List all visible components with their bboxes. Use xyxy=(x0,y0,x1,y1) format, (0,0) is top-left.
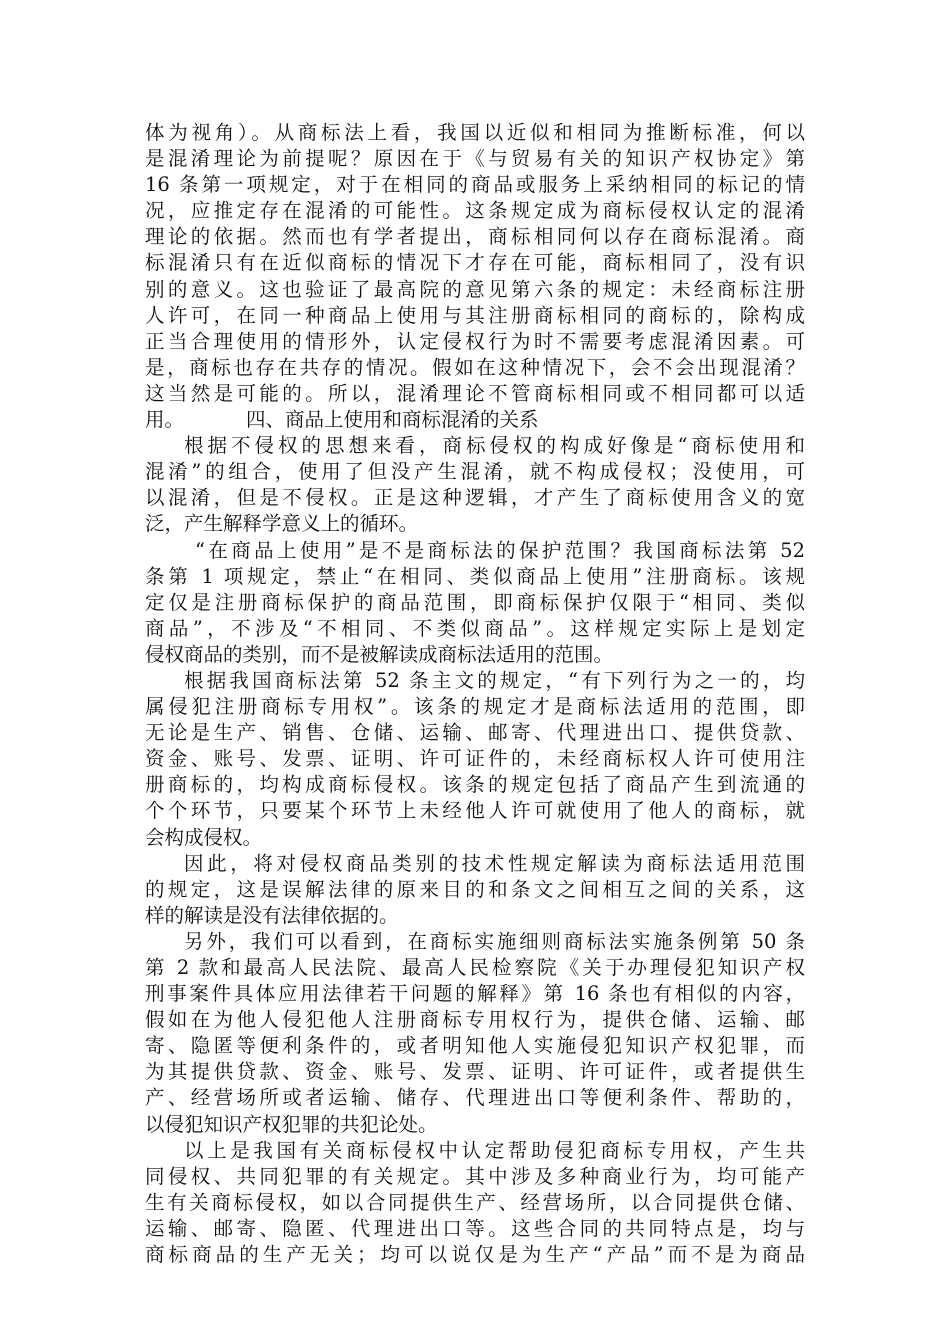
text-line: 因此，将对侵权商品类别的技术性规定解读为商标法适用范围 xyxy=(184,851,805,875)
text-line: 第 2 款和最高人民法院、最高人民检察院《关于办理侵犯知识产权 xyxy=(145,956,805,979)
text-line: 标混淆只有在近似商标的情况下才存在可能，商标相同了，没有识 xyxy=(145,251,805,275)
text-line: 人许可，在同一种商品上使用与其注册商标相同的商标的，除构成 xyxy=(145,303,805,327)
text-line: 同侵权、共同犯罪的有关规定。其中涉及多种商业行为，均可能产 xyxy=(145,1164,805,1188)
text-line: 寄、隐匿等便利条件的，或者明知他人实施侵犯知识产权犯罪，而 xyxy=(145,1034,805,1058)
text-line: 定仅是注册商标保护的商品范围，即商标保护仅限于“相同、类似 xyxy=(145,590,805,614)
text-line: 为其提供贷款、资金、账号、发票、证明、许可证件，或者提供生 xyxy=(145,1060,805,1084)
paragraph-p5 xyxy=(145,851,805,929)
text-line: 运输、邮寄、隐匿、代理进出口等。这些合同的共同特点是，均与 xyxy=(145,1216,805,1240)
paragraph-p2 xyxy=(145,433,805,537)
text-line: 假如在为他人侵犯他人注册商标专用权行为，提供仓储、运输、邮 xyxy=(145,1008,805,1032)
text-line: 产、经营场所或者运输、储存、代理进出口等便利条件、帮助的， xyxy=(145,1086,805,1110)
text-line: 理论的依据。然而也有学者提出，商标相同何以存在商标混淆。商 xyxy=(145,225,805,249)
section-heading-line: 用。 四、商品上使用和商标混淆的关系 xyxy=(145,408,539,432)
paragraph-p7 xyxy=(145,1138,805,1268)
text-line: 另外，我们可以看到，在商标实施细则商标法实施条例第 50 条 xyxy=(184,929,805,953)
paragraph-p1 xyxy=(145,120,805,433)
text-line: 生有关商标侵权，如以合同提供生产、经营场所，以合同提供仓储、 xyxy=(145,1190,805,1214)
text-line: 商品”，不涉及“不相同、不类似商品”。这样规定实际上是划定 xyxy=(145,616,805,640)
text-line: 的规定，这是误解法律的原来目的和条文之间相互之间的关系，这 xyxy=(145,877,805,901)
text-line: 根据我国商标法第 52 条主文的规定，“有下列行为之一的，均 xyxy=(184,668,805,692)
text-line: 以侵犯知识产权犯罪的共犯论处。 xyxy=(145,1112,438,1136)
paragraph-p6 xyxy=(145,929,805,1138)
text-line: 侵权商品的类别，而不是被解读成商标法适用的范围。 xyxy=(145,642,614,666)
text-line: “在商品上使用”是不是商标法的保护范围？我国商标法第 52 xyxy=(195,538,805,562)
document-page xyxy=(145,120,805,1268)
text-line: 条第 1 项规定，禁止“在相同、类似商品上使用”注册商标。该规 xyxy=(145,564,805,588)
text-line: 无论是生产、销售、仓储、运输、邮寄、代理进出口、提供贷款、 xyxy=(145,721,805,745)
text-line: 16 条第一项规定，对于在相同的商品或服务上采纳相同的标记的情 xyxy=(145,173,805,197)
text-line: 刑事案件具体应用法律若干问题的解释》第 16 条也有相似的内容， xyxy=(145,982,805,1006)
text-line: 是，商标也存在共存的情况。假如在这种情况下，会不会出现混淆？ xyxy=(145,355,805,379)
paragraph-p4 xyxy=(145,668,805,851)
text-line: 是混淆理论为前提呢？原因在于《与贸易有关的知识产权协定》第 xyxy=(145,147,805,171)
text-line: 别的意义。这也验证了最高院的意见第六条的规定：未经商标注册 xyxy=(145,277,805,301)
text-line: 会构成侵权。 xyxy=(145,825,263,849)
text-line: 泛，产生解释学意义上的循环。 xyxy=(145,512,419,536)
text-line: 册商标的，均构成商标侵权。该条的规定包括了商品产生到流通的 xyxy=(145,773,805,797)
text-line: 个个环节，只要某个环节上未经他人许可就使用了他人的商标，就 xyxy=(145,799,805,823)
text-line: 资金、账号、发票、证明、许可证件的，未经商标权人许可使用注 xyxy=(145,747,805,771)
text-line: 混淆”的组合，使用了但没产生混淆，就不构成侵权；没使用，可 xyxy=(145,460,805,484)
text-line: 以上是我国有关商标侵权中认定帮助侵犯商标专用权，产生共 xyxy=(184,1138,805,1162)
text-line: 根据不侵权的思想来看，商标侵权的构成好像是“商标使用和 xyxy=(184,434,805,458)
text-line: 体为视角）。从商标法上看，我国以近似和相同为推断标准，何以 xyxy=(145,121,805,144)
text-line: 以混淆，但是不侵权。正是这种逻辑，才产生了商标使用含义的宽 xyxy=(145,486,805,510)
text-line: 商标商品的生产无关；均可以说仅是为生产“产品”而不是为商品 xyxy=(145,1243,805,1267)
text-line: 这当然是可能的。所以，混淆理论不管商标相同或不相同都可以适 xyxy=(145,381,805,405)
text-line: 正当合理使用的情形外，认定侵权行为时不需要考虑混淆因素。可 xyxy=(145,329,805,353)
text-line: 况，应推定存在混淆的可能性。这条规定成为商标侵权认定的混淆 xyxy=(145,199,805,223)
paragraph-p3 xyxy=(145,538,805,668)
text-line: 属侵犯注册商标专用权”。该条的规定才是商标法适用的范围，即 xyxy=(145,695,805,719)
text-line: 样的解读是没有法律依据的。 xyxy=(145,903,399,927)
